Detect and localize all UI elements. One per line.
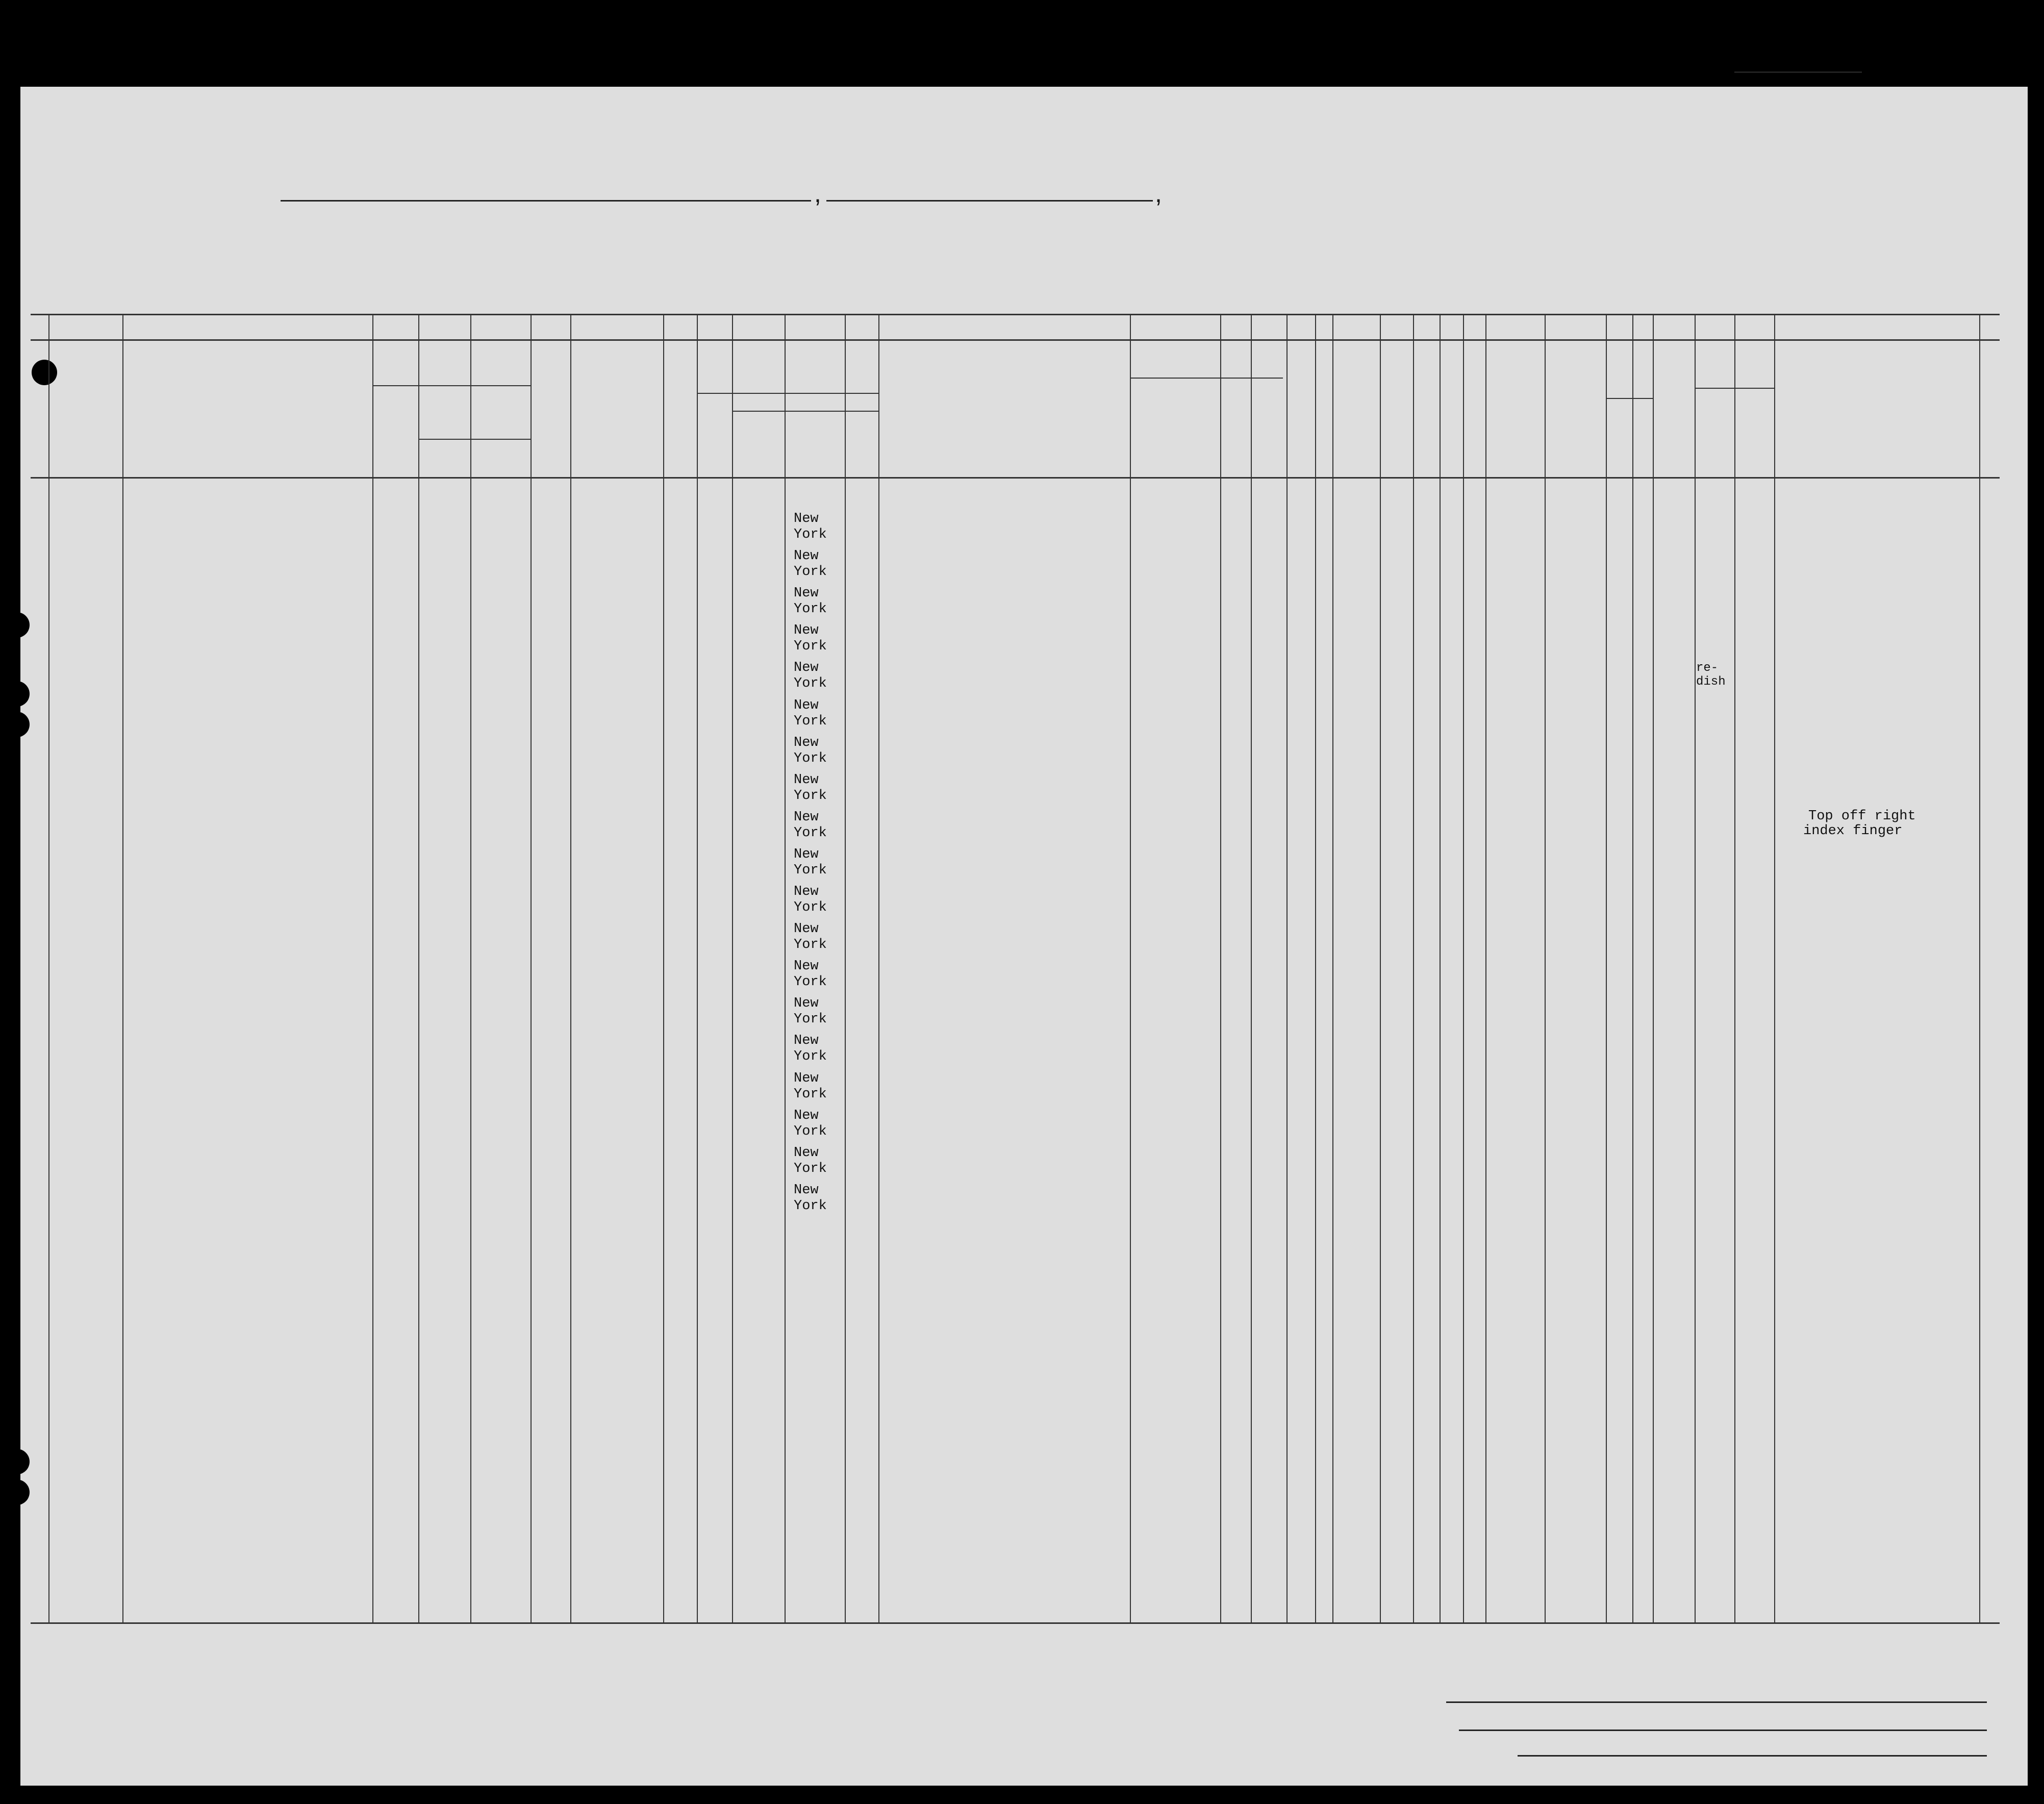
column-rule <box>1251 314 1252 1622</box>
column-rule <box>531 314 532 1622</box>
table-top-rule <box>31 314 2000 315</box>
where-line-1: New <box>794 623 819 639</box>
where-line-1: New <box>794 511 819 527</box>
subheader-rule <box>697 393 878 394</box>
where-line-1: New <box>794 846 819 862</box>
where-line-2: York <box>794 639 827 655</box>
column-rule <box>1332 314 1333 1622</box>
where-line-2: York <box>794 900 827 915</box>
punch-hole <box>4 1480 30 1505</box>
line-underline <box>1446 1701 1987 1703</box>
where-line-1: New <box>794 1182 819 1198</box>
column-rule <box>48 314 49 1622</box>
column-rule <box>470 314 471 1622</box>
column-rule <box>418 314 419 1622</box>
where-line-1: New <box>794 996 819 1012</box>
column-rule <box>1632 314 1633 1622</box>
where-line-2: York <box>794 527 827 542</box>
where-line-2: York <box>794 750 827 766</box>
column-rule <box>845 314 846 1622</box>
punch-hole <box>4 612 30 638</box>
subheader-rule <box>732 411 878 412</box>
column-rule <box>1774 314 1775 1622</box>
punch-hole <box>32 360 57 385</box>
column-rule <box>1440 314 1441 1622</box>
subheader-rule <box>418 439 531 440</box>
punch-hole <box>4 712 30 737</box>
where-line-2: York <box>794 1123 827 1139</box>
column-rule <box>1286 314 1288 1622</box>
where-line-1: New <box>794 660 819 676</box>
where-line-2: York <box>794 862 827 878</box>
where-line-1: New <box>794 1033 819 1049</box>
where-line-1: New <box>794 586 819 602</box>
where-line-2: York <box>794 1161 827 1176</box>
where-line-2: York <box>794 1049 827 1065</box>
where-line-2: York <box>794 1012 827 1028</box>
where-line-2: York <box>794 937 827 953</box>
column-number-rule <box>31 339 2000 341</box>
column-rule <box>1315 314 1316 1622</box>
column-rule <box>878 314 879 1622</box>
where-line-2: York <box>794 1198 827 1214</box>
punch-hole <box>4 1449 30 1474</box>
where-line-1: New <box>794 884 819 899</box>
list-underline <box>1734 71 1862 73</box>
where-line-1: New <box>794 921 819 937</box>
manifest-sheet <box>20 87 2028 1786</box>
column-rule <box>1606 314 1607 1622</box>
where-line-1: New <box>794 772 819 788</box>
where-line-2: York <box>794 1086 827 1102</box>
date-underline <box>826 200 1153 202</box>
where-line-2: York <box>794 713 827 729</box>
where-line-1: New <box>794 735 819 750</box>
where-line-2: York <box>794 974 827 990</box>
table-bottom-rule <box>31 1622 2000 1624</box>
where-line-1: New <box>794 697 819 713</box>
column-rule <box>372 314 373 1622</box>
where-line-1: New <box>794 1070 819 1086</box>
where-line-1: New <box>794 809 819 825</box>
port-underline <box>281 200 811 202</box>
hair-color-cont: dish <box>1696 675 1726 689</box>
where-line-1: New <box>794 1108 819 1123</box>
column-rule <box>732 314 733 1622</box>
column-rule <box>697 314 698 1622</box>
marks-line-1: Top off right <box>1808 808 1916 824</box>
agents-underline <box>1518 1755 1987 1757</box>
column-rule <box>663 314 664 1622</box>
punch-hole <box>4 681 30 707</box>
subheader-rule <box>1606 398 1653 399</box>
header-bottom-rule <box>31 477 2000 479</box>
subheader-rule <box>1695 388 1774 389</box>
where-line-2: York <box>794 602 827 617</box>
where-line-2: York <box>794 676 827 692</box>
column-rule <box>1130 314 1131 1622</box>
column-rule <box>1463 314 1464 1622</box>
column-rule <box>785 314 786 1622</box>
hair-color: re- <box>1696 661 1719 675</box>
subheader-rule <box>1130 378 1283 379</box>
column-rule <box>1695 314 1696 1622</box>
where-line-1: New <box>794 959 819 974</box>
marks-line-2: index finger <box>1803 823 1903 839</box>
column-rule <box>1734 314 1735 1622</box>
column-rule <box>1485 314 1486 1622</box>
where-line-2: York <box>794 825 827 841</box>
column-rule <box>570 314 571 1622</box>
where-line-1: New <box>794 1145 819 1161</box>
column-rule <box>1220 314 1221 1622</box>
where-line-2: York <box>794 564 827 580</box>
column-rule <box>1653 314 1654 1622</box>
subheader-rule <box>372 385 531 386</box>
column-rule <box>1380 314 1381 1622</box>
comma-separator: , <box>1155 179 1162 208</box>
where-line-2: York <box>794 788 827 804</box>
column-rule <box>1545 314 1546 1622</box>
column-rule <box>1979 314 1980 1622</box>
where-line-1: New <box>794 548 819 564</box>
comma-separator: , <box>814 179 821 208</box>
column-rule <box>1413 314 1414 1622</box>
owners-underline <box>1459 1730 1987 1731</box>
column-rule <box>122 314 123 1622</box>
